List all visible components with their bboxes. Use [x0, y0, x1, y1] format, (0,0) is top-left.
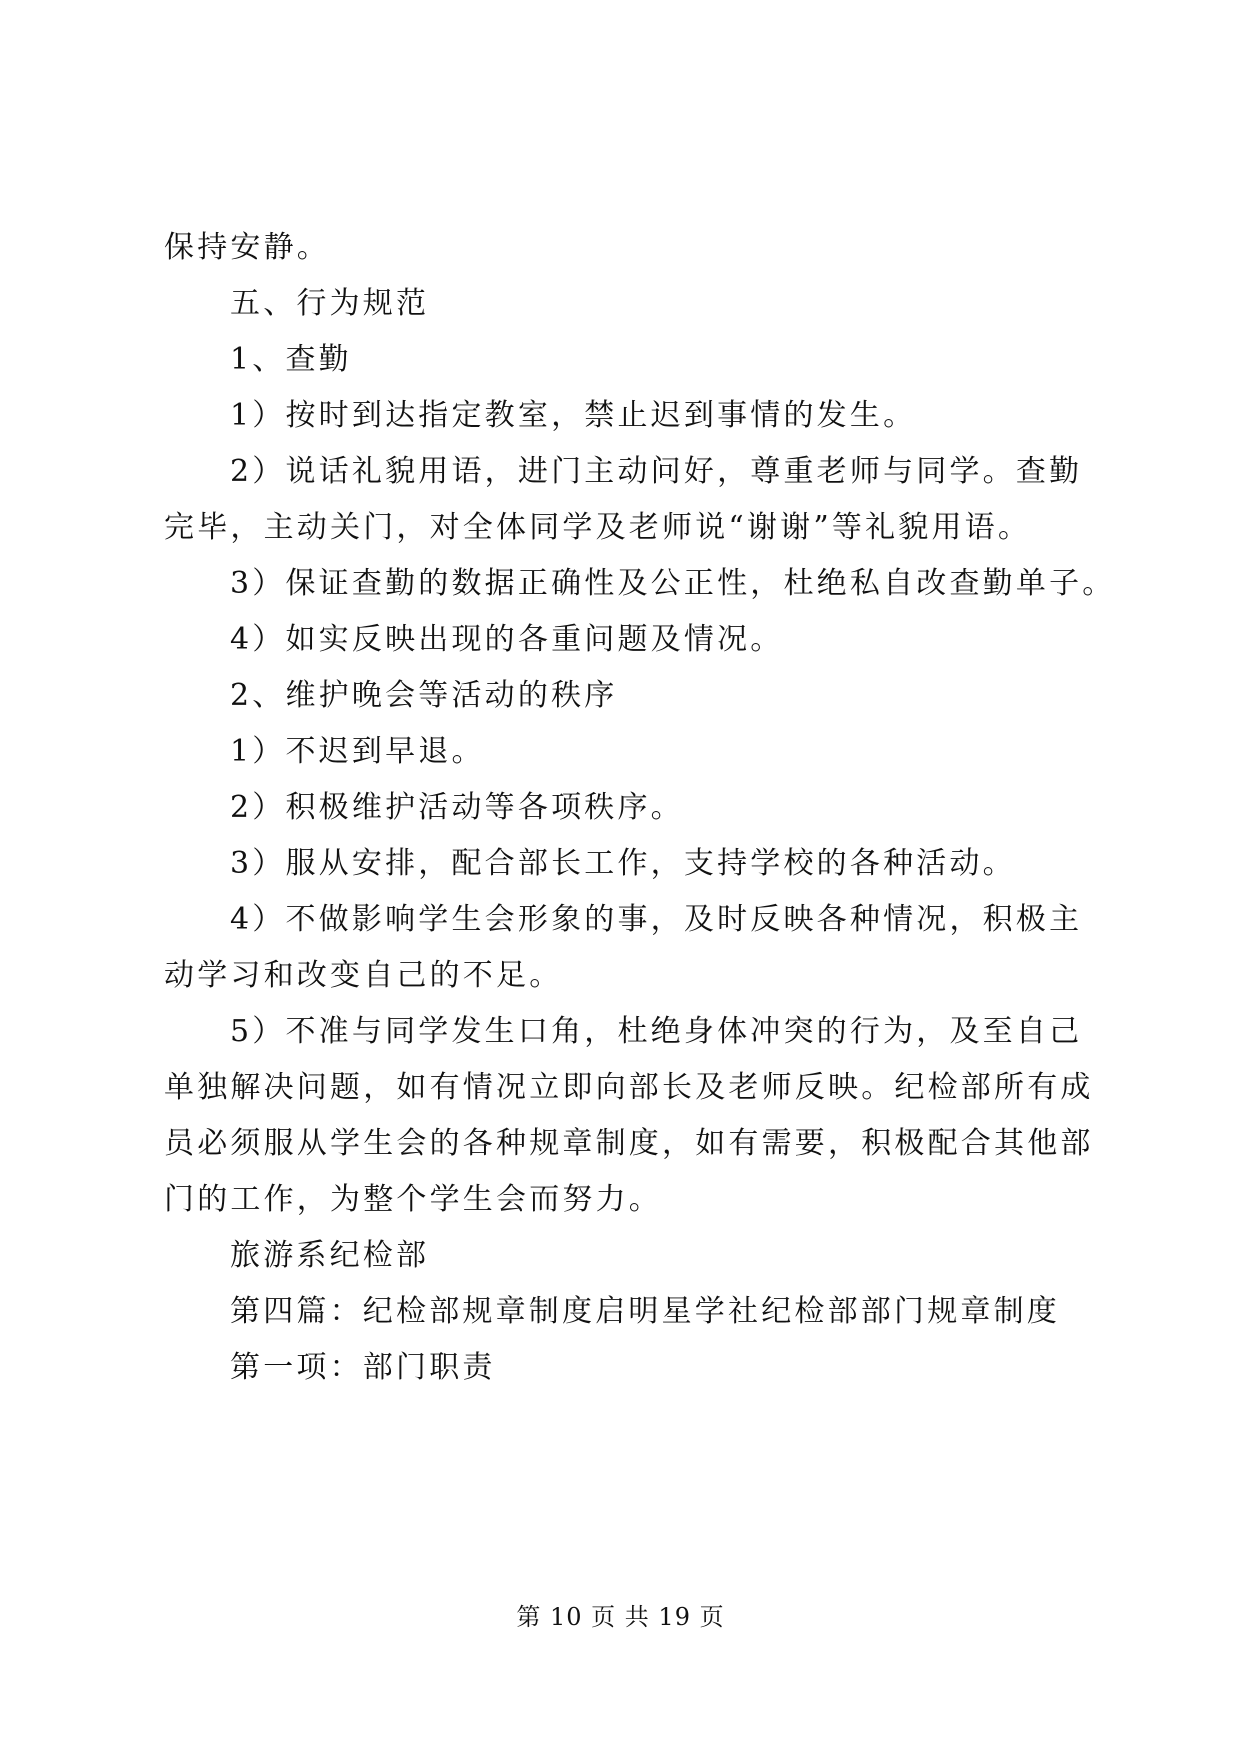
body-line: 单独解决问题，如有情况立即向部长及老师反映。纪检部所有成 [164, 1070, 1094, 1105]
list-item: 4）如实反映出现的各重问题及情况。 [230, 622, 784, 657]
list-item: 1）按时到达指定教室，禁止迟到事情的发生。 [230, 398, 917, 433]
body-line: 保持安静。 [164, 230, 330, 265]
section-heading: 五、行为规范 [230, 286, 430, 321]
list-item: 2）积极维护活动等各项秩序。 [230, 790, 684, 825]
signature-line: 旅游系纪检部 [230, 1238, 430, 1273]
body-line: 员必须服从学生会的各种规章制度，如有需要，积极配合其他部 [164, 1126, 1094, 1161]
list-item: 3）保证查勤的数据正确性及公正性，杜绝私自改查勤单子。 [230, 566, 1116, 601]
subsection-heading: 2、维护晚会等活动的秩序 [230, 678, 618, 713]
body-line: 完毕，主动关门，对全体同学及老师说“谢谢”等礼貌用语。 [164, 510, 1032, 545]
chapter-heading: 第四篇：纪检部规章制度启明星学社纪检部部门规章制度 [230, 1294, 1060, 1329]
body-line: 门的工作，为整个学生会而努力。 [164, 1182, 662, 1217]
body-line: 动学习和改变自己的不足。 [164, 958, 563, 993]
list-item: 3）服从安排，配合部长工作，支持学校的各种活动。 [230, 846, 1016, 881]
page-number-footer: 第 10 页 共 19 页 [516, 1603, 725, 1631]
list-item: 5）不准与同学发生口角，杜绝身体冲突的行为，及至自己 [230, 1014, 1083, 1049]
section-heading: 第一项：部门职责 [230, 1350, 496, 1385]
subsection-heading: 1、查勤 [230, 342, 352, 377]
list-item: 1）不迟到早退。 [230, 734, 485, 769]
list-item: 2）说话礼貌用语，进门主动问好，尊重老师与同学。查勤 [230, 454, 1083, 489]
list-item: 4）不做影响学生会形象的事，及时反映各种情况，积极主 [230, 902, 1083, 937]
